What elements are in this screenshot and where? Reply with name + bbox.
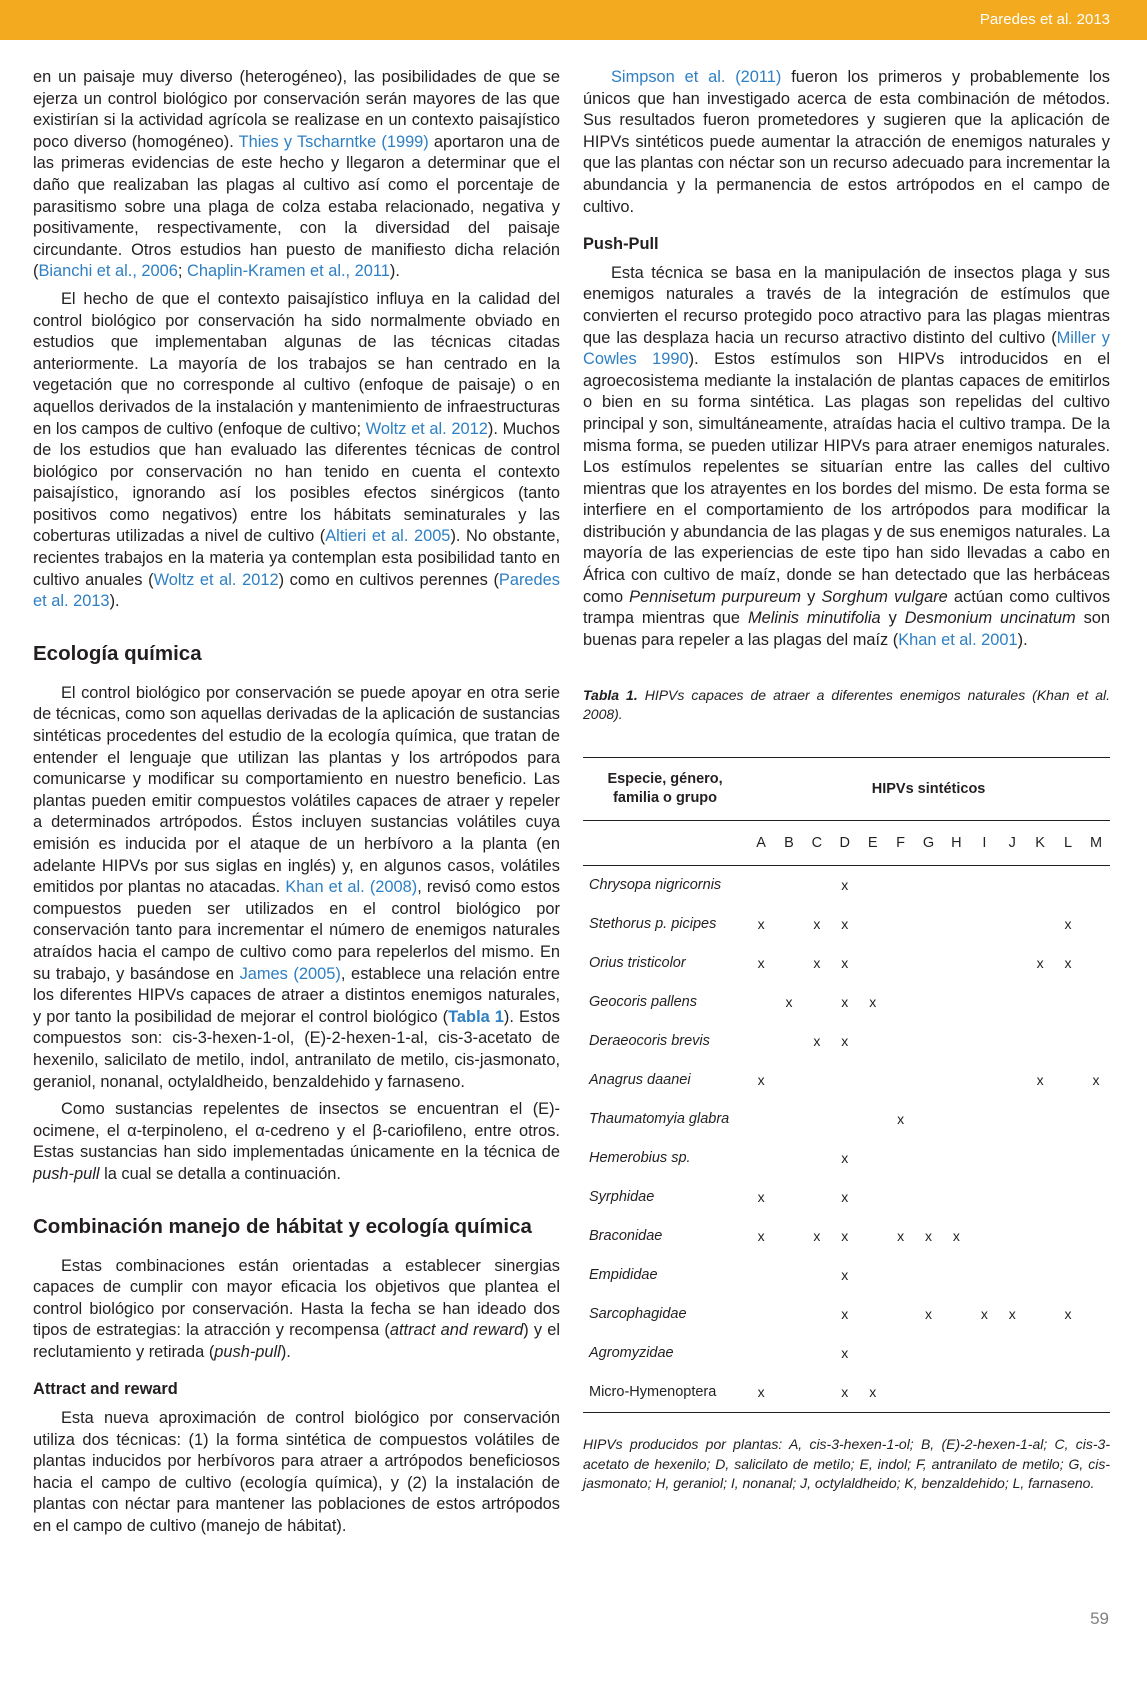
mark-cell: [942, 905, 970, 944]
table-row: [583, 1217, 1110, 1256]
hipv-letter-e: E: [867, 834, 878, 851]
mark-cell: [942, 1022, 970, 1061]
mark-cell: [887, 1373, 915, 1413]
mark-cell: [1054, 1022, 1082, 1061]
mark-cell: [915, 944, 943, 983]
mark-cell: [1082, 905, 1110, 944]
mark-cell: [859, 1178, 887, 1217]
mark-cell: [775, 1061, 803, 1100]
left-column: [33, 67, 560, 1538]
mark-cell: [915, 866, 943, 906]
species-cell: Stethorus p. picipes: [589, 916, 717, 933]
mark-cell: [970, 1061, 998, 1100]
mark-cell: x: [757, 955, 765, 972]
species-cell: Geocoris pallens: [589, 994, 697, 1011]
mark-cell: [942, 1373, 970, 1413]
mark-cell: [942, 1256, 970, 1295]
mark-cell: [859, 866, 887, 906]
hipv-letter-k: K: [1035, 834, 1045, 851]
mark-cell: [859, 1295, 887, 1334]
mark-cell: [1054, 1061, 1082, 1100]
table-footnote: HIPVs producidos por plantas: A, cis-3-hexen-1-ol; B, (E)-2-hexen-1-al; C, cis-3-acetato de hexenilo; D, salicilato de metilo; E, indol; F, antranilato de metilo; G, cis-jasmonato; H, geraniol; I, nonanal; J, octylaldheido; K, benzaldehido; L, farnaseno.: [583, 1436, 1110, 1492]
mark-cell: [1026, 1334, 1054, 1373]
mark-cell: [942, 1295, 970, 1334]
mark-cell: [1026, 1178, 1054, 1217]
species-cell: Thaumatomyia glabra: [589, 1111, 730, 1128]
mark-cell: [915, 1022, 943, 1061]
running-title: Paredes et al. 2013: [979, 11, 1110, 28]
heading-push-pull: Push-Pull: [583, 235, 659, 254]
mark-cell: x: [897, 1111, 905, 1128]
mark-cell: x: [841, 1384, 849, 1401]
mark-cell: [775, 1100, 803, 1139]
mark-cell: [970, 1100, 998, 1139]
mark-cell: [887, 905, 915, 944]
mark-cell: [942, 1100, 970, 1139]
hipv-table: [583, 757, 1110, 1413]
mark-cell: [970, 1178, 998, 1217]
mark-cell: [803, 1295, 831, 1334]
citation-khan-2008[interactable]: Khan et al. (2008): [285, 878, 418, 897]
mark-cell: [1082, 1373, 1110, 1413]
paragraph-simpson: Simpson et al. (2011) fueron los primeros y probablemente los únicos que han investigado acerca de esta combinación de métodos. Sus resultados fueron prometedores y sugieren que la aplicación de HIPVs sintéticos puede aumentar la atracción de enemigos naturales y que las plantas con néctar son un recurso adecuado para incrementar la abundancia y la permanencia de estos artrópodos en el campo de cultivo.: [583, 68, 1110, 216]
mark-cell: [1082, 1139, 1110, 1178]
mark-cell: [942, 983, 970, 1022]
hipv-letter-c: C: [811, 834, 823, 851]
mark-cell: [1082, 866, 1110, 906]
mark-cell: [998, 1022, 1026, 1061]
mark-cell: [1082, 1178, 1110, 1217]
mark-cell: [998, 1061, 1026, 1100]
table-caption: Tabla 1. HIPVs capaces de atraer a diferentes enemigos naturales (Khan et al. 2008).: [583, 687, 1110, 722]
mark-cell: [998, 1217, 1026, 1256]
mark-cell: x: [1064, 1306, 1072, 1323]
species-cell: Orius tristicolor: [589, 955, 686, 972]
hipv-letter-b: B: [784, 834, 794, 851]
mark-cell: [747, 866, 775, 906]
citation-james[interactable]: James (2005): [239, 964, 341, 983]
mark-cell: x: [841, 1306, 849, 1323]
mark-cell: [887, 983, 915, 1022]
species-cell: Syrphidae: [589, 1189, 655, 1206]
mark-cell: [915, 1061, 943, 1100]
mark-cell: [915, 1139, 943, 1178]
mark-cell: [747, 1022, 775, 1061]
mark-cell: [998, 1100, 1026, 1139]
mark-cell: x: [925, 1306, 933, 1323]
mark-cell: [970, 1373, 998, 1413]
mark-cell: [747, 1295, 775, 1334]
table-body: [583, 866, 1110, 1413]
mark-cell: [803, 1178, 831, 1217]
mark-cell: [1026, 1100, 1054, 1139]
mark-cell: [775, 905, 803, 944]
mark-cell: x: [841, 916, 849, 933]
mark-cell: [803, 866, 831, 906]
mark-cell: [970, 1334, 998, 1373]
citation-bianchi[interactable]: Bianchi et al., 2006: [38, 262, 178, 281]
mark-cell: [1026, 1295, 1054, 1334]
mark-cell: [887, 1178, 915, 1217]
mark-cell: x: [841, 1228, 849, 1245]
mark-cell: [1026, 905, 1054, 944]
mark-cell: x: [869, 1384, 877, 1401]
mark-cell: [998, 944, 1026, 983]
mark-cell: [970, 1022, 998, 1061]
hipv-letter-g: G: [922, 834, 935, 851]
hipv-letter-i: I: [982, 834, 987, 851]
mark-cell: [775, 1022, 803, 1061]
mark-cell: [970, 1256, 998, 1295]
mark-cell: [1054, 1217, 1082, 1256]
mark-cell: x: [813, 1033, 821, 1050]
mark-cell: x: [897, 1228, 905, 1245]
mark-cell: x: [841, 1189, 849, 1206]
mark-cell: [747, 1334, 775, 1373]
mark-cell: [803, 983, 831, 1022]
mark-cell: [1054, 1139, 1082, 1178]
mark-cell: [998, 1334, 1026, 1373]
mark-cell: [887, 1061, 915, 1100]
table-row: [583, 905, 1110, 944]
mark-cell: [859, 1217, 887, 1256]
mark-cell: x: [841, 1033, 849, 1050]
running-header: [0, 0, 1147, 40]
species-cell: Sarcophagidae: [589, 1306, 687, 1323]
mark-cell: [859, 944, 887, 983]
mark-cell: [1026, 1256, 1054, 1295]
mark-cell: [775, 1334, 803, 1373]
mark-cell: x: [980, 1306, 988, 1323]
mark-cell: [1054, 866, 1082, 906]
mark-cell: [1082, 1022, 1110, 1061]
mark-cell: [887, 866, 915, 906]
paragraph-landscape: en un paisaje muy diverso (heterogéneo), las posibilidades de que se ejerza un control biológico por conservación serán mayores de las que existirían si la actividad agrícola se realizase en un contexto paisajístico poco diverso (homogéneo). Thies y Tscharntke (1999) aportaron una de las primeras evidencias de este hecho y llegaron a determinar que el daño que realizaban las plagas al cultivo así como el porcentaje de parasitismo sobre una plaga de colza estaba relacionado, negativa y positivamente, respectivamente, con la diversidad del paisaje circundante. Otros estudios han puesto de manifiesto dicha relación (Bianchi et al., 2006; Chaplin-Kramen et al., 2011).: [33, 68, 561, 281]
mark-cell: [942, 1178, 970, 1217]
species-cell: Braconidae: [589, 1228, 663, 1245]
mark-cell: [970, 944, 998, 983]
mark-cell: [1054, 1178, 1082, 1217]
table-row: [583, 1100, 1110, 1139]
table-row: [583, 1373, 1110, 1413]
mark-cell: x: [1092, 1072, 1100, 1089]
mark-cell: [1054, 1100, 1082, 1139]
mark-cell: [859, 1256, 887, 1295]
mark-cell: [803, 1061, 831, 1100]
mark-cell: [942, 1139, 970, 1178]
mark-cell: [915, 1100, 943, 1139]
mark-cell: [998, 1139, 1026, 1178]
mark-cell: [998, 866, 1026, 906]
mark-cell: x: [813, 955, 821, 972]
mark-cell: [775, 1217, 803, 1256]
mark-cell: [915, 1256, 943, 1295]
mark-cell: [1026, 866, 1054, 906]
species-cell: Hemerobius sp.: [589, 1150, 691, 1167]
right-column: [583, 67, 1110, 1494]
species-cell: Chrysopa nigricornis: [589, 877, 722, 894]
mark-cell: [942, 1061, 970, 1100]
mark-cell: [1026, 983, 1054, 1022]
mark-cell: x: [841, 1267, 849, 1284]
mark-cell: [942, 866, 970, 906]
citation-woltz-2[interactable]: Woltz et al. 2012: [153, 570, 279, 589]
mark-cell: [887, 1334, 915, 1373]
mark-cell: [1054, 1373, 1082, 1413]
mark-cell: x: [841, 877, 849, 894]
mark-cell: [859, 1022, 887, 1061]
mark-cell: [1082, 1256, 1110, 1295]
mark-cell: [998, 1373, 1026, 1413]
mark-cell: [1026, 1373, 1054, 1413]
mark-cell: x: [1036, 955, 1044, 972]
table-row: [583, 1139, 1110, 1178]
mark-cell: [775, 1256, 803, 1295]
mark-cell: [1082, 1334, 1110, 1373]
mark-cell: [970, 866, 998, 906]
citation-chaplin[interactable]: Chaplin-Kramen et al., 2011: [187, 262, 390, 281]
mark-cell: [747, 1139, 775, 1178]
mark-cell: x: [1064, 916, 1072, 933]
table-row: [583, 1295, 1110, 1334]
species-cell: Deraeocoris brevis: [589, 1033, 710, 1050]
table-row: [583, 1334, 1110, 1373]
table-reference[interactable]: Tabla 1: [448, 1007, 504, 1026]
table-row: [583, 983, 1110, 1022]
citation-khan-2001[interactable]: Khan et al. 2001: [898, 630, 1018, 649]
mark-cell: [970, 905, 998, 944]
hipv-letter-d: D: [839, 834, 851, 851]
mark-cell: [859, 905, 887, 944]
paragraph-repellents: Como sustancias repelentes de insectos se encuentran el (E)-ocimene, el α-terpinoleno, el α-cedreno y el β-cariofileno, entre otros. Estas sustancias han sido implementadas únicamente en la técnica de push-pull la cual se detalla a continuación.: [33, 1100, 560, 1183]
page-number: 59: [1090, 1609, 1109, 1628]
mark-cell: [1054, 1334, 1082, 1373]
mark-cell: [747, 983, 775, 1022]
hipv-letter-a: A: [756, 834, 766, 851]
mark-cell: x: [757, 1384, 765, 1401]
mark-cell: [970, 1217, 998, 1256]
mark-cell: [1054, 1256, 1082, 1295]
heading-combinacion: Combinación manejo de hábitat y ecología química: [33, 1214, 532, 1238]
mark-cell: [859, 1100, 887, 1139]
table-row: [583, 1022, 1110, 1061]
mark-cell: [915, 1334, 943, 1373]
mark-cell: [1082, 944, 1110, 983]
letter-header-row: [583, 821, 1110, 866]
paragraph-attract-reward: Esta nueva aproximación de control biológico por conservación utiliza dos técnicas: (1) la forma sintética de compuestos volátiles de plantas inducidos por herbívoros para atraer a artrópodos beneficiosos hacia el campo de cultivo (ecología química), y (2) la instalación de plantas con néctar para mantener las poblaciones de estos artrópodos en el campo de cultivo (manejo de hábitat).: [33, 1409, 560, 1536]
table-row: [583, 1061, 1110, 1100]
hipv-column-header: HIPVs sintéticos: [871, 780, 986, 797]
mark-cell: [915, 905, 943, 944]
paragraph-chemical-ecology: El control biológico por conservación se puede apoyar en otra serie de técnicas, como son aquellas derivadas de la aplicación de sustancias sintéticas procedentes del estudio de la ecología química, que tratan de entender el lenguaje que utilizan las plantas y los artrópodos para comunicarse y modificar su comportamiento en nuestro beneficio. Las plantas pueden emitir compuestos volátiles capaces de atraer y repeler a determinados artrópodos. Éstos incluyen sustancias volátiles cuya emisión es inducida por el ataque de un herbívoro a la planta (en adelante HIPVs por sus siglas en inglés) y, en algunos casos, volátiles emitidos por plantas no atacadas. Khan et al. (2008), revisó como estos compuestos pueden ser utilizados en el control biológico por conservación tanto para incrementar el número de enemigos naturales atraídos hacia el campo de cultivo como para repelerlos del mismo. En su trabajo, y basándose en James (2005), establece una relación entre los diferentes HIPVs capaces de atraer a distintos enemigos naturales, y por tanto la posibilidad de mejorar el control biológico (Tabla 1). Estos compuestos son: cis-3-hexen-1-ol, (E)-2-hexen-1-al, cis-3-acetato de hexenilo, salicilato de metilo, indol, antranilato de metilo, cis-jasmonato, geraniol, nonanal, octylaldheido, benzaldehido y farnaseno.: [33, 683, 560, 1091]
mark-cell: x: [1064, 955, 1072, 972]
mark-cell: [1082, 1217, 1110, 1256]
paragraph-context: El hecho de que el contexto paisajístico influya en la calidad del control biológico por conservación ha sido normalmente obviado en estudios que implementaban algunas de las técnicas citadas anteriormente. La mayoría de los trabajos se han centrado en la vegetación que no corresponde al cultivo (enfoque de paisaje) o en aquellos derivados de la instalación y mantenimiento de infraestructuras en los campos de cultivo (enfoque de cultivo; Woltz et al. 2012). Muchos de los estudios que han evaluado las diferentes técnicas de control biológico por conservación no han tenido en cuenta el contexto paisajístico, ignorando así los posibles efectos sinérgicos (tanto positivos como negativos) entre los hábitats seminaturales y las coberturas utilizadas a nivel de cultivo (Altieri et al. 2005). No obstante, recientes trabajos en la materia ya contemplan esta posibilidad tanto en cultivo anuales (Woltz et al. 2012) como en cultivos perennes (Paredes et al. 2013).: [33, 289, 561, 611]
table-row: [583, 866, 1110, 906]
table-row: [583, 1178, 1110, 1217]
citation-simpson[interactable]: Simpson et al. (2011): [611, 68, 782, 86]
mark-cell: x: [925, 1228, 933, 1245]
heading-ecologia-quimica: Ecología química: [33, 641, 202, 665]
mark-cell: [915, 1178, 943, 1217]
mark-cell: [831, 1100, 859, 1139]
hipv-letter-m: M: [1089, 834, 1103, 851]
mark-cell: [942, 1334, 970, 1373]
mark-cell: [1026, 1022, 1054, 1061]
mark-cell: [970, 983, 998, 1022]
citation-woltz[interactable]: Woltz et al. 2012: [365, 419, 488, 438]
mark-cell: [970, 1139, 998, 1178]
mark-cell: [859, 1061, 887, 1100]
mark-cell: [1082, 1100, 1110, 1139]
mark-cell: x: [757, 1228, 765, 1245]
mark-cell: x: [869, 994, 877, 1011]
mark-cell: [859, 1139, 887, 1178]
mark-cell: [1054, 983, 1082, 1022]
mark-cell: x: [952, 1228, 960, 1245]
mark-cell: x: [813, 1228, 821, 1245]
heading-attract-reward: Attract and reward: [33, 1380, 178, 1399]
mark-cell: x: [757, 916, 765, 933]
mark-cell: [1082, 983, 1110, 1022]
mark-cell: x: [757, 1189, 765, 1206]
mark-cell: [998, 905, 1026, 944]
mark-cell: [803, 1334, 831, 1373]
mark-cell: x: [841, 1345, 849, 1362]
citation-altieri[interactable]: Altieri et al. 2005: [325, 527, 451, 546]
mark-cell: [775, 866, 803, 906]
mark-cell: x: [841, 955, 849, 972]
mark-cell: [775, 1178, 803, 1217]
hipv-letter-h: H: [951, 834, 962, 851]
mark-cell: [887, 1256, 915, 1295]
citation-thies[interactable]: Thies y Tscharntke (1999): [238, 132, 429, 151]
mark-cell: [1026, 1139, 1054, 1178]
hipv-letter-f: F: [896, 834, 906, 851]
mark-cell: [831, 1061, 859, 1100]
mark-cell: [998, 983, 1026, 1022]
mark-cell: [803, 1139, 831, 1178]
mark-cell: [775, 944, 803, 983]
mark-cell: [887, 944, 915, 983]
paragraph-push-pull: Esta técnica se basa en la manipulación de insectos plaga y sus enemigos naturales a través de la integración de estímulos que convierten el recurso protegido poco atractivo para las plagas mientras que las desplaza hacia un recurso atractivo distinto del cultivo (Miller y Cowles 1990). Estos estímulos son HIPVs introducidos en el agroecosistema mediante la instalación de plantas capaces de emitirlos o bien en su forma sintética. Las plagas son repelidas del cultivo principal y son, simultáneamente, atraídas hacia el cultivo trampa. De la misma forma, se pueden utilizar HIPVs para atraer enemigos naturales. Los estímulos repelentes se situarían entre las calles del cultivo mientras que los atrayentes en los bordes del mismo. De esta forma se interfiere en el comportamiento de los artrópodos para modificar la distribución y abundancia de las plagas y de sus enemigos naturales. La mayoría de las experiencias de este tipo han sido llevadas a cabo en África con cultivo de maíz, donde se han detectado que las herbáceas como Pennisetum purpureum y Sorghum vulgare actúan como cultivos trampa mientras que Melinis minutifolia y Desmonium uncinatum son buenas para repeler a las plagas del maíz (Khan et al. 2001).: [583, 263, 1111, 649]
mark-cell: [887, 1295, 915, 1334]
mark-cell: [915, 1373, 943, 1413]
mark-cell: [887, 1139, 915, 1178]
mark-cell: x: [757, 1072, 765, 1089]
mark-cell: x: [813, 916, 821, 933]
species-cell: Agromyzidae: [589, 1345, 674, 1362]
mark-cell: [803, 1100, 831, 1139]
mark-cell: [747, 1100, 775, 1139]
mark-cell: x: [1036, 1072, 1044, 1089]
species-cell: Empididae: [589, 1267, 658, 1284]
paragraph-combinations: Estas combinaciones están orientadas a establecer sinergias capaces de cumplir con mayor eficacia los objetivos que plantea el control biológico por conservación. Hasta la fecha se han ideado dos tipos de estrategias: la atracción y recompensa (attract and reward) y el reclutamiento y retirada (push-pull).: [33, 1256, 560, 1361]
species-column-header: Especie, género, familia o grupo: [607, 771, 723, 807]
citation-paredes[interactable]: Paredes et al. 2013: [33, 570, 560, 611]
mark-cell: [747, 1256, 775, 1295]
mark-cell: [775, 1295, 803, 1334]
mark-cell: [803, 1256, 831, 1295]
mark-cell: x: [841, 1150, 849, 1167]
mark-cell: x: [785, 994, 793, 1011]
mark-cell: [859, 1334, 887, 1373]
mark-cell: [1082, 1295, 1110, 1334]
mark-cell: [775, 1139, 803, 1178]
hipv-letter-j: J: [1008, 834, 1016, 851]
citation-miller[interactable]: Miller y Cowles 1990: [583, 328, 1111, 369]
mark-cell: [915, 983, 943, 1022]
species-cell: Anagrus daanei: [589, 1072, 691, 1089]
mark-cell: [942, 944, 970, 983]
mark-cell: [887, 1022, 915, 1061]
species-cell: Micro-Hymenoptera: [589, 1384, 717, 1401]
mark-cell: [1026, 1217, 1054, 1256]
mark-cell: x: [841, 994, 849, 1011]
table-row: [583, 944, 1110, 983]
mark-cell: [998, 1178, 1026, 1217]
hipv-letter-l: L: [1064, 834, 1073, 851]
mark-cell: x: [1008, 1306, 1016, 1323]
table-row: [583, 1256, 1110, 1295]
mark-cell: [998, 1256, 1026, 1295]
mark-cell: [775, 1373, 803, 1413]
mark-cell: [803, 1373, 831, 1413]
